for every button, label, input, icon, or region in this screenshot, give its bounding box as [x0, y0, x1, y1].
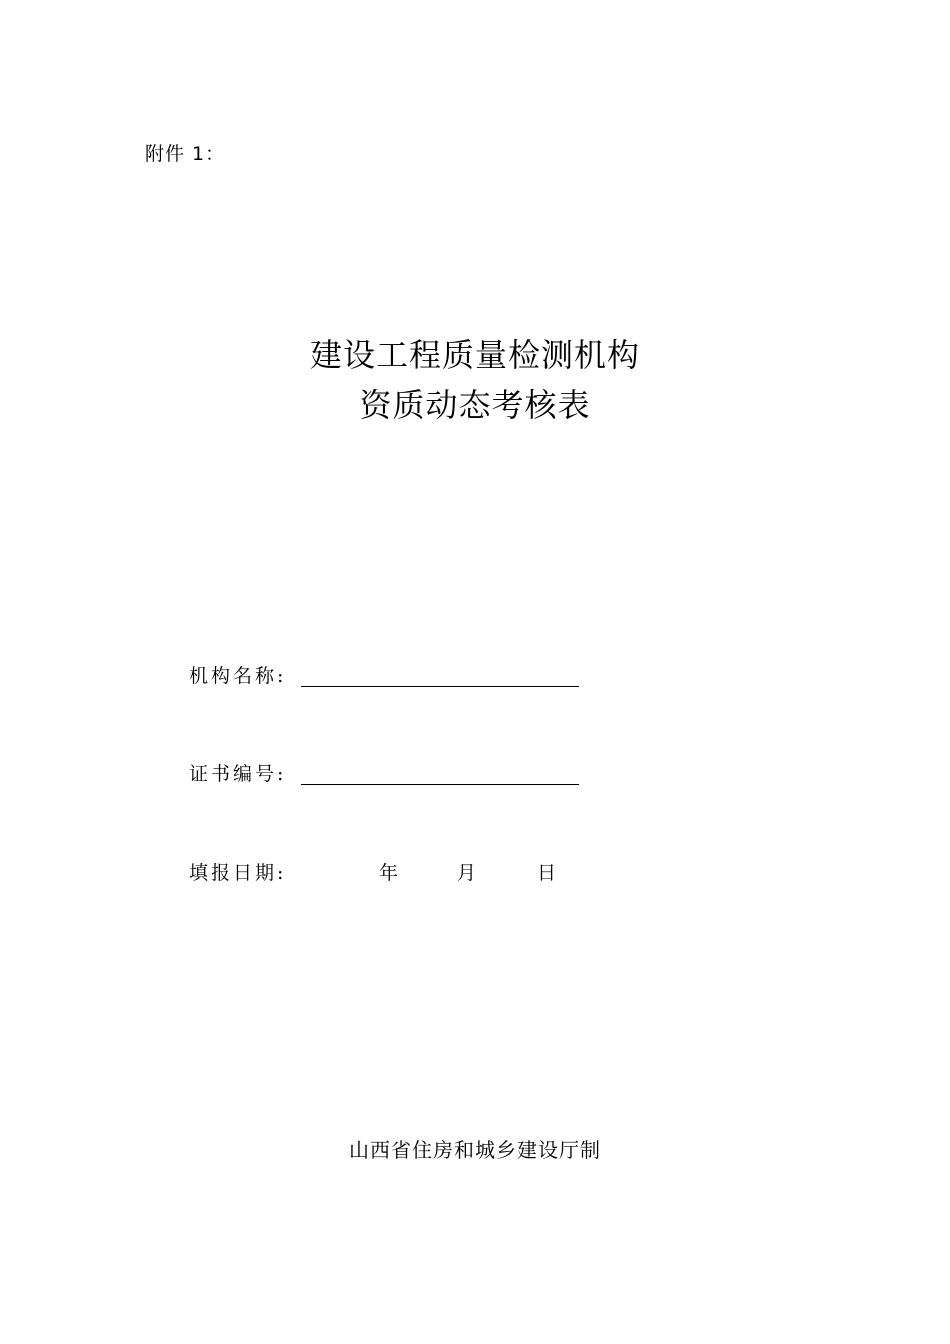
- cert-no-label: 证书编号:: [189, 763, 287, 785]
- issuer-line: 山西省住房和城乡建设厅制: [349, 1138, 601, 1162]
- org-name-blank-line[interactable]: [301, 686, 579, 687]
- document-title: [0, 330, 950, 430]
- org-name-field: [189, 662, 286, 690]
- date-month-label: 月: [457, 862, 480, 884]
- title-line-1: 建设工程质量检测机构: [309, 336, 640, 374]
- date-day-label: 日: [537, 862, 560, 884]
- attachment-label: 附件 1：: [145, 143, 226, 165]
- date-year-label: 年: [379, 862, 402, 884]
- fill-date-label: 填报日期:: [189, 862, 287, 884]
- title-line-2: 资质动态考核表: [359, 386, 591, 424]
- cert-no-field: [189, 760, 286, 788]
- cert-no-blank-line[interactable]: [301, 784, 579, 785]
- org-name-label: 机构名称:: [189, 665, 287, 687]
- fill-date-field: [189, 859, 560, 887]
